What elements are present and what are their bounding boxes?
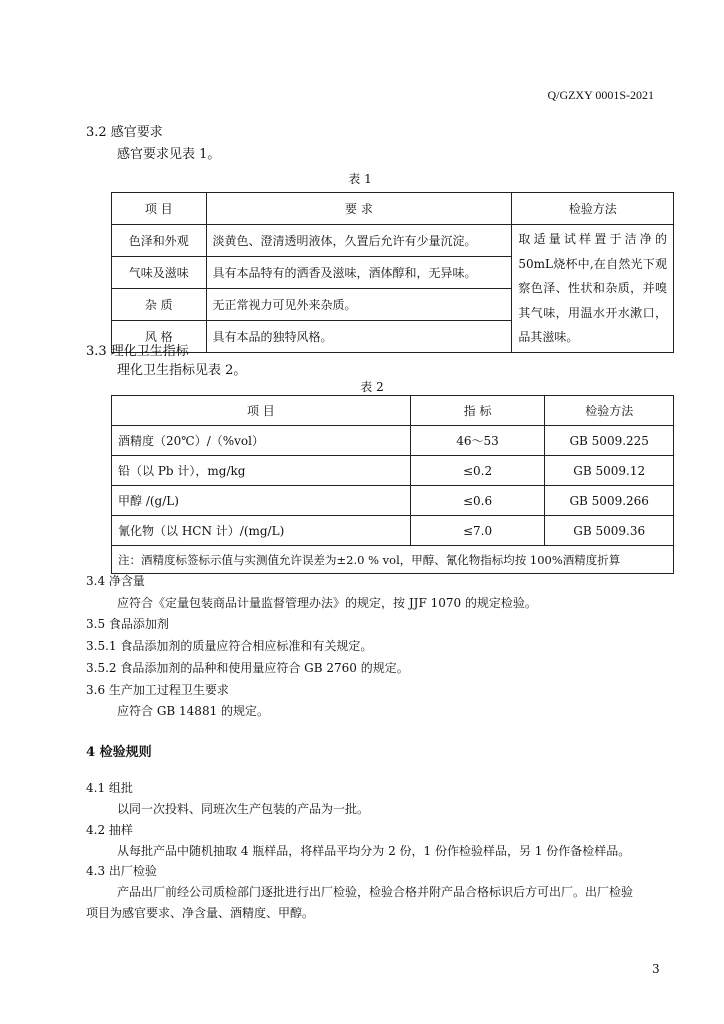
item-cell: 氰化物（以 HCN 计）/(mg/L): [112, 516, 411, 546]
header-cell: 指 标: [410, 396, 545, 426]
limit-cell: ≤0.6: [410, 486, 545, 516]
section-3-2-intro: 感官要求见表 1。: [117, 147, 221, 162]
requirement-cell: 具有本品特有的洒香及滋味，酒体醇和，无异味。: [206, 256, 512, 288]
item-cell: 杂 质: [112, 288, 207, 320]
requirement-cell: 具有本品的独特风格。: [206, 320, 512, 352]
section-4-3-body-line1: 产品出厂前经公司质检部门逐批进行出厂检验，检验合格并附产品合格标识后方可出厂。出厂检验: [117, 885, 634, 899]
table-row: [112, 486, 674, 516]
limit-cell: ≤0.2: [410, 456, 545, 486]
section-3-3-heading: 3.3 理化卫生指标: [86, 344, 189, 359]
item-cell: 铅（以 Pb 计），mg/kg: [112, 456, 411, 486]
table-row: [112, 225, 674, 257]
page-number: 3: [652, 962, 660, 976]
document-code: Q/GZXY 0001S-2021: [547, 88, 654, 102]
header-cell: 要 求: [206, 193, 512, 225]
item-cell: 色泽和外观: [112, 225, 207, 257]
chapter-4-heading: 4 检验规则: [86, 745, 152, 760]
section-3-5-heading: 3.5 食品添加剂: [86, 617, 169, 631]
limit-cell: ≤7.0: [410, 516, 545, 546]
table-row: [112, 456, 674, 486]
item-cell: 气味及滋味: [112, 256, 207, 288]
table-header-row: [112, 193, 674, 225]
method-cell: GB 5009.12: [545, 456, 674, 486]
limit-cell: 46～53: [410, 426, 545, 456]
item-cell: 酒精度（20℃）/（%vol）: [112, 426, 411, 456]
method-cell: 取适量试样置于洁净的50mL烧杯中,在自然光下观察色泽、性状和杂质，并嗅其气味，用温水开水漱口，品其滋味。: [512, 225, 674, 353]
sensory-requirements-table: [111, 192, 674, 353]
section-3-2-heading: 3.2 感官要求: [86, 125, 163, 140]
header-cell: 检验方法: [512, 193, 674, 225]
section-3-6-body: 应符合 GB 14881 的规定。: [117, 704, 270, 718]
table-row: [112, 516, 674, 546]
header-cell: 项 目: [112, 193, 207, 225]
physicochemical-table: [111, 395, 674, 574]
section-3-6-heading: 3.6 生产加工过程卫生要求: [86, 683, 229, 697]
header-cell: 检验方法: [545, 396, 674, 426]
section-4-3-heading: 4.3 出厂检验: [86, 864, 157, 878]
table-2-caption: 表 2: [360, 380, 384, 394]
item-cell: 风 格: [112, 320, 207, 352]
header-cell: 项 目: [112, 396, 411, 426]
section-4-1-body: 以同一次投料、同班次生产包装的产品为一批。: [117, 802, 370, 816]
table-row: [112, 426, 674, 456]
section-3-4-body: 应符合《定量包装商品计量监督管理办法》的规定，按 JJF 1070 的规定检验。: [117, 596, 537, 610]
table-note: 注：酒精度标签标示值与实测值允许误差为±2.0 % vol，甲醇、氰化物指标均按 100%酒精度折算: [112, 546, 674, 574]
method-cell: GB 5009.36: [545, 516, 674, 546]
section-3-3-intro: 理化卫生指标见表 2。: [117, 363, 247, 378]
table-header-row: [112, 396, 674, 426]
section-3-5-1: 3.5.1 食品添加剂的质量应符合相应标准和有关规定。: [86, 639, 373, 653]
section-4-1-heading: 4.1 组批: [86, 781, 133, 795]
requirement-cell: 淡黄色、澄清透明液体，久置后允许有少量沉淀。: [206, 225, 512, 257]
section-4-2-body: 从每批产品中随机抽取 4 瓶样品，将样品平均分为 2 份，1 份作检验样品，另 1 份作备检样品。: [117, 844, 631, 858]
table-note-row: [112, 546, 674, 574]
section-3-5-2: 3.5.2 食品添加剂的品种和使用量应符合 GB 2760 的规定。: [86, 661, 409, 675]
method-cell: GB 5009.225: [545, 426, 674, 456]
table-1-caption: 表 1: [348, 172, 372, 186]
item-cell: 甲醇 /(g/L): [112, 486, 411, 516]
section-4-3-body-line2: 项目为感官要求、净含量、酒精度、甲醇。: [86, 906, 315, 920]
section-4-2-heading: 4.2 抽样: [86, 823, 133, 837]
method-cell: GB 5009.266: [545, 486, 674, 516]
requirement-cell: 无正常视力可见外来杂质。: [206, 288, 512, 320]
section-3-4-heading: 3.4 净含量: [86, 574, 145, 588]
